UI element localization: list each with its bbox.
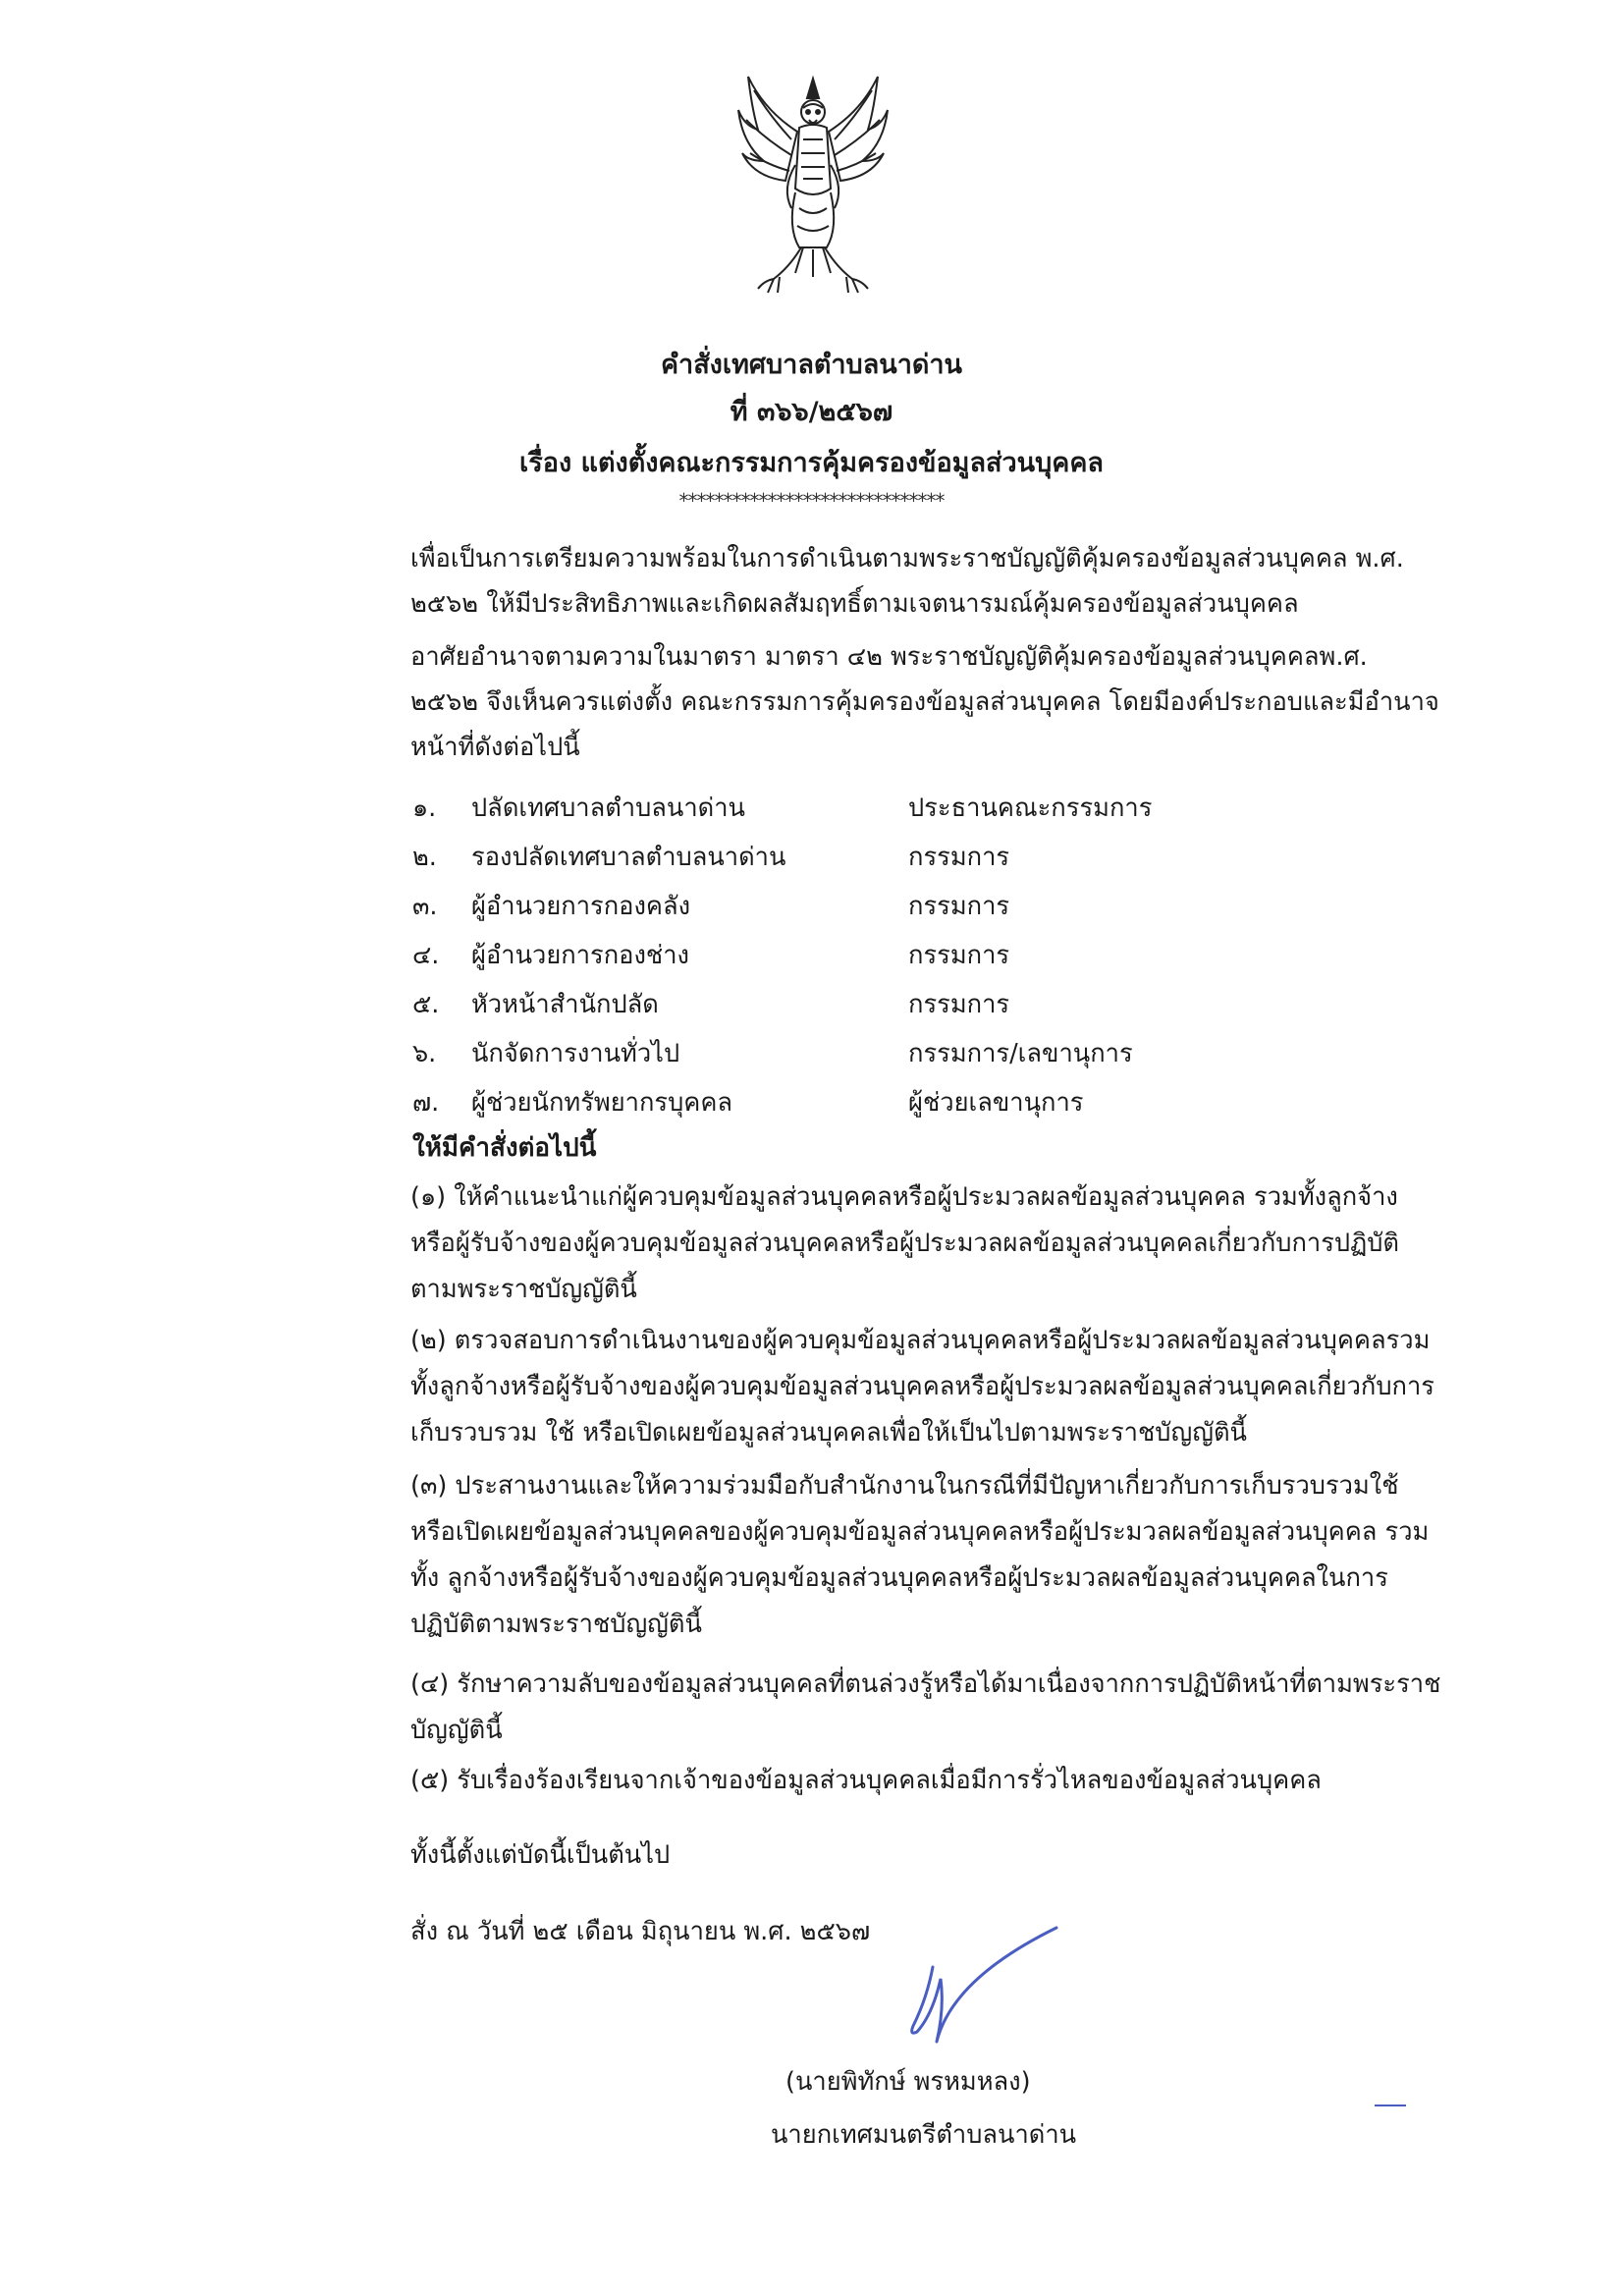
duty-clause-5-text: (๕) รับเรื่องร้องเรียนจากเจ้าของข้อมูลส่วนบุคคลเมื่อมีการรั่วไหลของข้อมูลส่วนบุคคล — [410, 1766, 1322, 1795]
intro-paragraph-2-text: อาศัยอำนาจตามความในมาตรา มาตรา ๔๒ พระราชบัญญัติคุ้มครองข้อมูลส่วนบุคคลพ.ศ. ๒๕๖๒ จึงเห็นควรแต่งตั้ง คณะกรรมการคุ้มครองข้อมูลส่วนบุคคล โดยมีองค์ประกอบและมีอำนาจหน้าที่ดังต่อไปนี้ — [410, 642, 1439, 762]
order-subject: เรื่อง แต่งตั้งคณะกรรมการคุ้มครองข้อมูลส่วนบุคคล — [519, 448, 1104, 478]
member-row — [412, 882, 1443, 931]
member-position: ผู้อำนวยการกองช่าง — [471, 941, 690, 970]
signer-title: นายกเทศมนตรีตำบลนาด่าน — [771, 2120, 1077, 2150]
signer-name: (นายพิทักษ์ พรหมหลง) — [785, 2067, 1031, 2097]
duty-clause-3-text: (๓) ประสานงานและให้ความร่วมมือกับสำนักงานในกรณีที่มีปัญหาเกี่ยวกับการเก็บรวบรวมใช้หรือเปิดเผยข้อมูลส่วนบุคคลของผู้ควบคุมข้อมูลส่วนบุคคลหรือผู้ประมวลผลข้อมูลส่วนบุคคล รวมทั้ง ลูกจ้างหรือผู้รับจ้างของผู้ควบคุมข้อมูลส่วนบุคคลหรือผู้ประมวลผลข้อมูลส่วนบุคคลในการปฏิบัติตามพระราชบัญญัตินี้ — [410, 1471, 1430, 1639]
duty-clause-2 — [214, 1318, 1441, 1456]
member-row — [412, 1078, 1443, 1127]
duty-clause-1-text: (๑) ให้คำแนะนำแก่ผู้ควบคุมข้อมูลส่วนบุคคลหรือผู้ประมวลผลข้อมูลส่วนบุคคล รวมทั้งลูกจ้างหรือผู้รับจ้างของผู้ควบคุมข้อมูลส่วนบุคคลหรือผู้ประมวลผลข้อมูลส่วนบุคคลเกี่ยวกับการปฏิบัติตามพระราชบัญญัตินี้ — [410, 1182, 1399, 1304]
member-row — [412, 1029, 1443, 1078]
order-number: ที่ ๓๖๖/๒๕๖๗ — [730, 397, 893, 427]
member-position: รองปลัดเทศบาลตำบลนาด่าน — [471, 843, 786, 872]
member-number: ๗. — [412, 1088, 440, 1118]
member-number: ๓. — [412, 892, 438, 921]
duty-clause-2-text: (๒) ตรวจสอบการดำเนินงานของผู้ควบคุมข้อมูลส่วนบุคคลหรือผู้ประมวลผลข้อมูลส่วนบุคคลรวมทั้งลูกจ้างหรือผู้รับจ้างของผู้ควบคุมข้อมูลส่วนบุคคลหรือผู้ประมวลผลข้อมูลส่วนบุคคลเกี่ยวกับการเก็บรวบรวม ใช้ หรือเปิดเผยข้อมูลส่วนบุคคลเพื่อให้เป็นไปตามพระราชบัญญัตินี้ — [410, 1326, 1434, 1448]
member-role: ประธานคณะกรรมการ — [908, 793, 1153, 823]
member-number: ๔. — [412, 941, 440, 970]
intro-paragraph-1-text: เพื่อเป็นการเตรียมความพร้อมในการดำเนินตามพระราชบัญญัติคุ้มครองข้อมูลส่วนบุคคล พ.ศ. ๒๕๖๒ ให้มีประสิทธิภาพและเกิดผลสัมฤทธิ์ตามเจตนารมณ์คุ้มครองข้อมูลส่วนบุคคล — [410, 544, 1404, 619]
intro-paragraph-2 — [214, 634, 1441, 770]
effective-statement — [214, 1832, 1441, 1879]
member-number: ๖. — [412, 1039, 437, 1068]
order-date-text: สั่ง ณ วันที่ ๒๕ เดือน มิถุนายน พ.ศ. ๒๕๖๗ — [410, 1917, 871, 1946]
signature-mark — [884, 1920, 1080, 2077]
garuda-emblem-icon — [734, 71, 892, 297]
duty-clause-4-text: (๔) รักษาความลับของข้อมูลส่วนบุคคลที่ตนล่วงรู้หรือได้มาเนื่องจากการปฏิบัติหน้าที่ตามพระราชบัญญัตินี้ — [410, 1669, 1441, 1745]
order-date — [214, 1909, 1441, 1955]
committee-member-list — [412, 784, 1443, 1127]
member-role: กรรมการ — [908, 843, 1010, 872]
member-role: กรรมการ/เลขานุการ — [908, 1039, 1133, 1068]
member-role: กรรมการ — [908, 941, 1010, 970]
duty-clause-5 — [214, 1758, 1441, 1804]
member-number: ๒. — [412, 843, 437, 872]
duty-clause-1 — [214, 1175, 1441, 1313]
member-row — [412, 784, 1443, 833]
member-position: ปลัดเทศบาลตำบลนาด่าน — [471, 793, 745, 823]
member-row — [412, 980, 1443, 1029]
member-number: ๕. — [412, 990, 440, 1019]
member-row — [412, 833, 1443, 882]
member-position: ผู้ช่วยนักทรัพยากรบุคคล — [471, 1088, 733, 1118]
member-position: นักจัดการงานทั่วไป — [471, 1039, 680, 1068]
member-row — [412, 931, 1443, 980]
member-role: ผู้ช่วยเลขานุการ — [908, 1088, 1084, 1118]
member-position: ผู้อำนวยการกองคลัง — [471, 892, 691, 921]
member-position: หัวหน้าสำนักปลัด — [471, 990, 659, 1019]
ink-mark — [1375, 2105, 1406, 2106]
member-number: ๑. — [412, 793, 437, 823]
duty-clause-3 — [214, 1463, 1441, 1648]
intro-paragraph-1 — [214, 536, 1441, 627]
duty-clause-4 — [214, 1662, 1441, 1754]
effective-statement-text: ทั้งนี้ตั้งแต่บัดนี้เป็นต้นไป — [410, 1840, 671, 1870]
member-role: กรรมการ — [908, 990, 1010, 1019]
order-title: คำสั่งเทศบาลตำบลนาด่าน — [660, 350, 963, 380]
member-role: กรรมการ — [908, 892, 1010, 921]
separator-line: ****************************** — [678, 489, 945, 513]
duties-heading: ให้มีคำสั่งต่อไปนี้ — [412, 1133, 597, 1163]
